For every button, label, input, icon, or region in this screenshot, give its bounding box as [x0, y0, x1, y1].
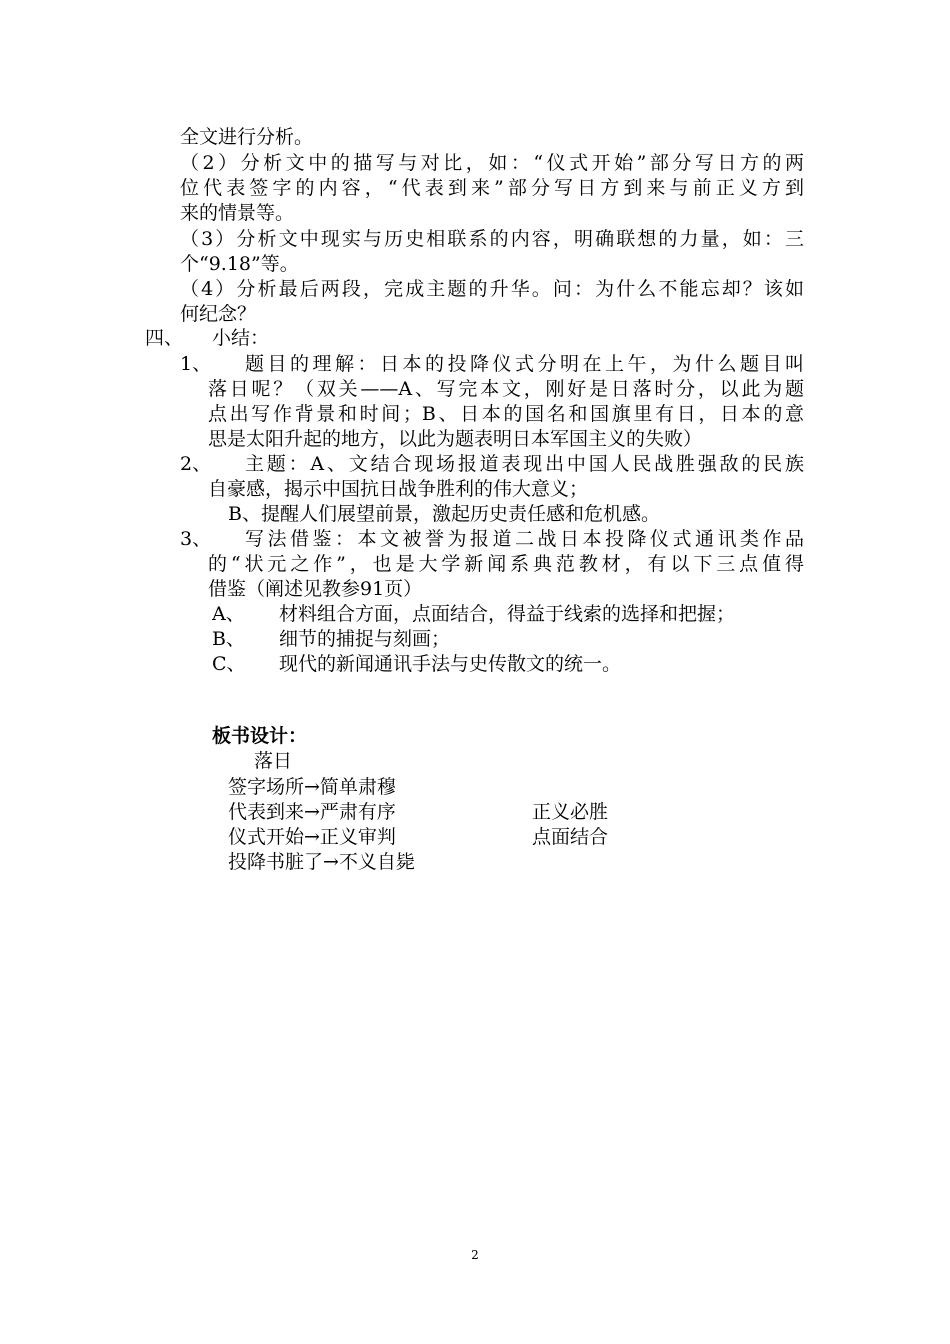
item-number: 3、	[180, 528, 212, 550]
board-row: 投降书脏了→不义自毙	[228, 851, 415, 873]
sub-item-text: 现代的新闻通讯手法与史传散文的统一。	[279, 653, 622, 675]
text-line: （2）分析文中的描写与对比，如：“仪式开始”部分写日方的两	[180, 152, 804, 174]
text-line: 个“9.18”等。	[180, 253, 299, 275]
board-right-text: 正义必胜	[532, 801, 609, 823]
item-number: 2、	[180, 453, 212, 475]
section-title: 小结：	[212, 327, 270, 349]
sub-item-text: 细节的捕捉与刻画；	[279, 628, 451, 650]
section-number: 四、	[145, 327, 184, 349]
board-right-text: 点面结合	[532, 826, 609, 848]
sub-item-label: C、	[212, 653, 246, 675]
sub-item-label: A、	[212, 603, 245, 625]
text-line: 何纪念？	[180, 303, 257, 325]
sub-item-text: 材料组合方面，点面结合，得益于线索的选择和把握；	[279, 603, 736, 625]
board-row: 签字场所→简单肃穆	[228, 776, 396, 798]
text-line: B、提醒人们展望前景，激起历史责任感和危机感。	[228, 503, 660, 525]
board-row: 仪式开始→正义审判	[228, 826, 396, 848]
text-line: （3）分析文中现实与历史相联系的内容，明确联想的力量，如：三	[180, 228, 804, 250]
item-number: 1、	[180, 353, 212, 375]
sub-item-label: B、	[212, 628, 245, 650]
text-line: 思是太阳升起的地方，以此为题表明日本军国主义的失败）	[208, 428, 703, 450]
text-line: 来的情景等。	[180, 202, 295, 224]
text-line: 的“状元之作”，也是大学新闻系典范教材，有以下三点值得	[208, 553, 804, 575]
text-line: （4）分析最后两段，完成主题的升华。问：为什么不能忘却？该如	[180, 278, 804, 300]
text-line: 位代表签字的内容，“代表到来”部分写日方到来与前正义方到	[180, 177, 804, 199]
text-line: 写法借鉴：本文被誉为报道二战日本投降仪式通讯类作品	[245, 528, 804, 550]
board-heading: 板书设计：	[212, 725, 308, 747]
text-line: 题目的理解：日本的投降仪式分明在上午，为什么题目叫	[245, 353, 804, 375]
text-line: 落日呢？（双关——A、写完本文，刚好是日落时分，以此为题	[208, 378, 804, 400]
board-row: 代表到来→严肃有序	[228, 801, 396, 823]
text-line: 点出写作背景和时间；B、日本的国名和国旗里有日，日本的意	[208, 403, 804, 425]
text-line: 全文进行分析。	[180, 126, 314, 148]
page-number: 2	[471, 1248, 479, 1262]
text-line: 主题：A、文结合现场报道表现出中国人民战胜强敌的民族	[245, 453, 804, 475]
text-line: 借鉴（阐述见教参91页）	[208, 578, 423, 600]
text-line: 自豪感，揭示中国抗日战争胜利的伟大意义；	[208, 478, 589, 500]
board-title: 落日	[254, 750, 293, 772]
